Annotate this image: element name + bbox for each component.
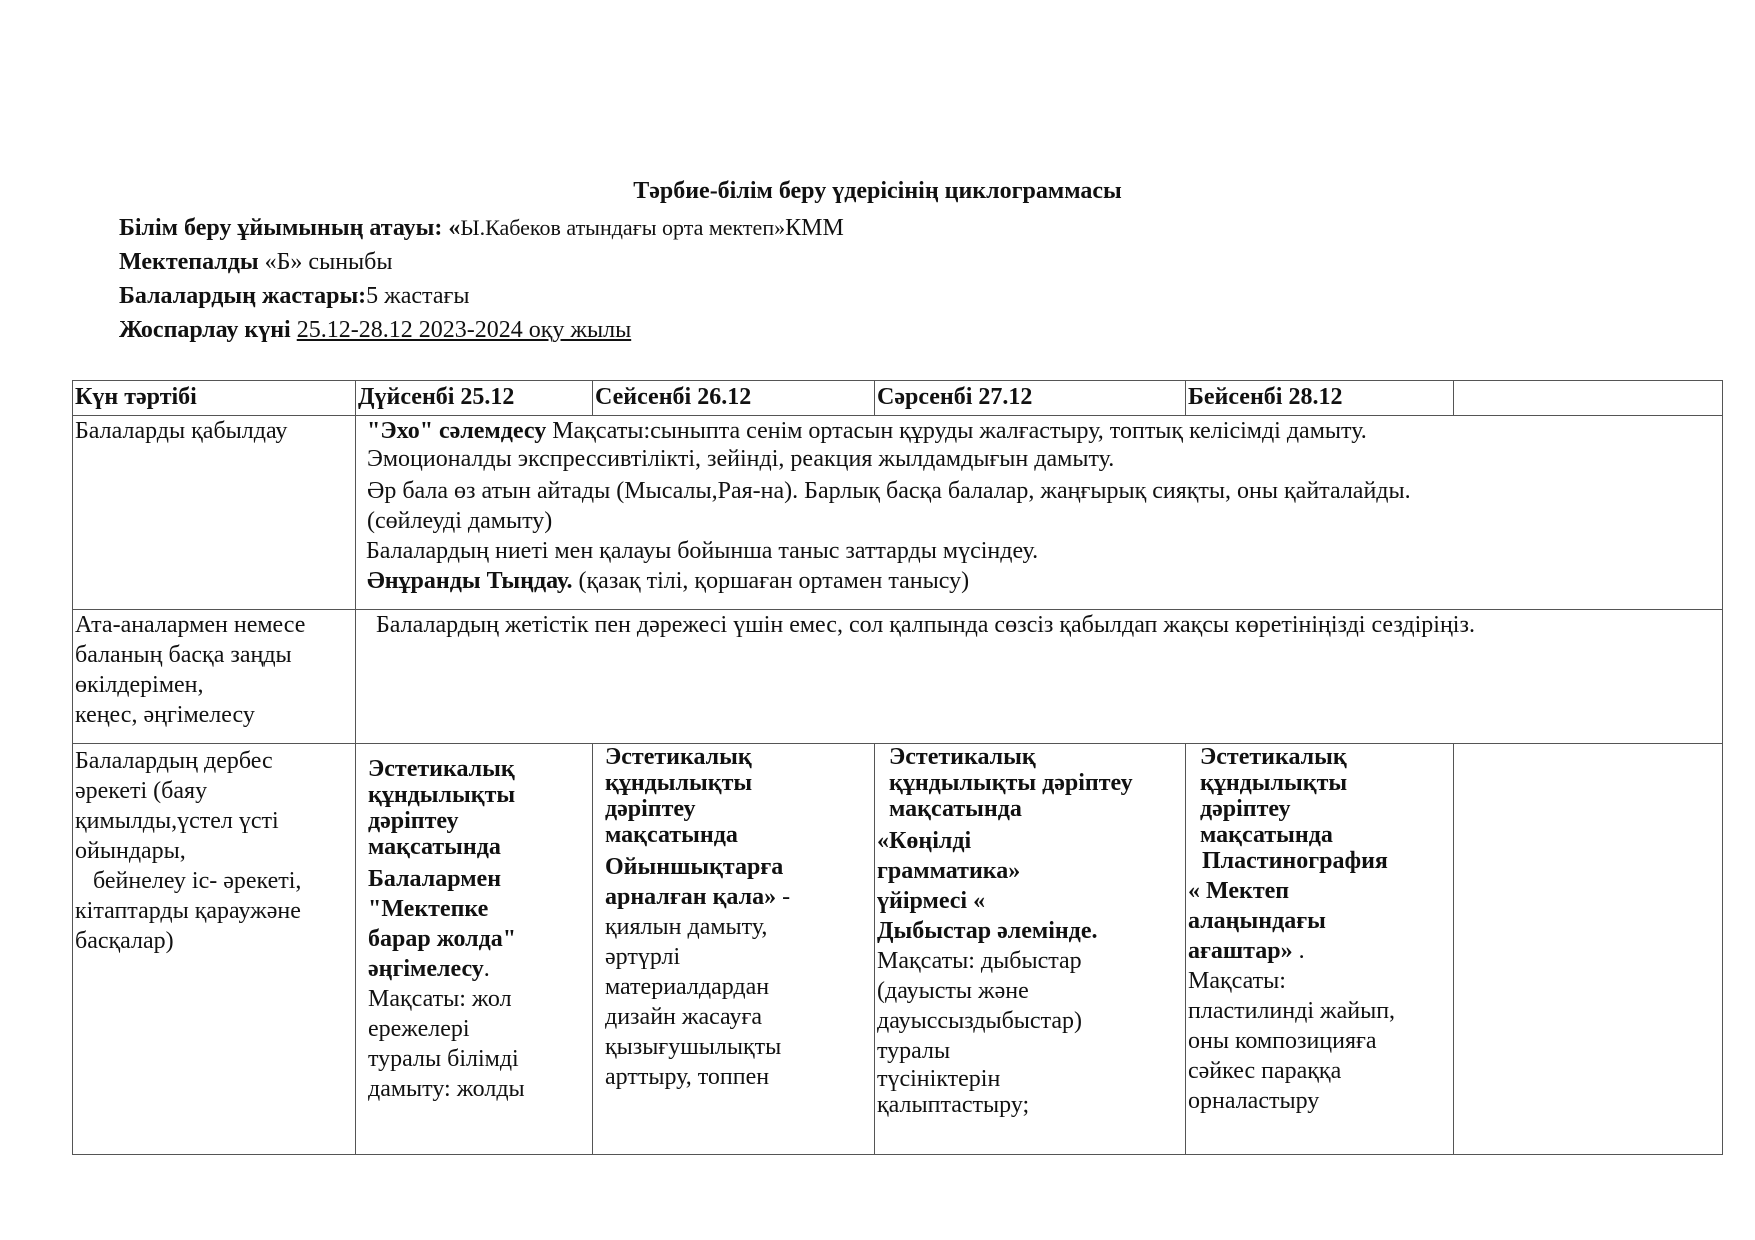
activity-text: қиялын дамыту, bbox=[605, 914, 768, 940]
activity-head: Эстетикалық bbox=[889, 744, 1036, 770]
org-label: Білім беру ұйымының атауы: « bbox=[119, 215, 461, 241]
age-line bbox=[119, 282, 469, 310]
group-line bbox=[119, 248, 393, 276]
label-line: әрекеті (баяу bbox=[75, 778, 208, 804]
activity-head: құндылықты дәріптеу bbox=[889, 770, 1133, 796]
activity-text: пластилинді жайып, bbox=[1188, 998, 1396, 1024]
parents-text: Балалардың жетістік пен дәрежесі үшін емес, сол қалпында сөзсіз қабылдап жақсы көретініңізді сездіріңіз. bbox=[358, 612, 1475, 638]
activity-title: Балалармен bbox=[368, 866, 502, 892]
activity-head: Эстетикалық bbox=[368, 756, 515, 782]
activity-text: әртүрлі bbox=[605, 944, 681, 970]
table-row bbox=[73, 744, 1723, 1155]
activity-head: құндылықты bbox=[1200, 770, 1348, 796]
activity-text: туралы білімді bbox=[368, 1046, 519, 1072]
label-line: ойындары, bbox=[75, 838, 186, 864]
reception-content bbox=[356, 416, 1723, 610]
activity-title: барар жолда" bbox=[368, 926, 517, 952]
header-cell: Сәрсенбі 27.12 bbox=[875, 381, 1186, 416]
activity-title: арналған қала» bbox=[605, 884, 777, 910]
activity-head: дәріптеу bbox=[605, 796, 696, 822]
activity-title: «Көңілді bbox=[877, 828, 972, 854]
activity-text: дауыссыздыбыстар) bbox=[877, 1008, 1082, 1034]
thursday-activity bbox=[1186, 744, 1454, 1155]
activity-head: Эстетикалық bbox=[1200, 744, 1347, 770]
activity-title: "Мектепке bbox=[368, 896, 489, 922]
activity-text: түсініктерін bbox=[877, 1066, 1001, 1092]
group-value: «Б» сыныбы bbox=[258, 249, 393, 275]
activity-text: материалдардан bbox=[605, 974, 770, 1000]
anthem-note: (қазақ тілі, қоршаған ортамен танысу) bbox=[572, 568, 970, 594]
age-value: 5 жастағы bbox=[366, 283, 470, 309]
activity-head: Эстетикалық bbox=[605, 744, 752, 770]
activity-title: әңгімелесу bbox=[368, 956, 484, 982]
activity-text: Мақсаты: дыбыстар bbox=[877, 948, 1082, 974]
activity-head: құндылықты bbox=[368, 782, 516, 808]
activity-head: мақсатында bbox=[605, 822, 738, 848]
age-label: Балалардың жастары: bbox=[119, 283, 367, 309]
document-title: Тәрбие-білім беру үдерісінің циклограммасы bbox=[633, 178, 1122, 204]
activity-text: дизайн жасауға bbox=[605, 1004, 762, 1030]
date-line bbox=[119, 316, 631, 344]
reception-line: Эмоционалды экспрессивтілікті, зейінді, реакция жылдамдығын дамыту. bbox=[367, 446, 1115, 472]
label-line: қимылды,үстел үсті bbox=[75, 808, 279, 834]
reception-line: (сөйлеуді дамыту) bbox=[367, 508, 553, 534]
label-line: кітаптарды қараужәне bbox=[75, 898, 301, 924]
activity-title: « Мектеп bbox=[1188, 878, 1290, 904]
activity-text: туралы bbox=[877, 1038, 951, 1064]
activity-head: мақсатында bbox=[368, 834, 501, 860]
table-row bbox=[73, 610, 1723, 744]
activity-text: ережелері bbox=[368, 1016, 470, 1042]
org-value: Ы.Кабеков атындағы орта мектеп» bbox=[460, 215, 786, 240]
header-cell: Бейсенбі 28.12 bbox=[1186, 381, 1454, 416]
activity-text: (дауысты және bbox=[877, 978, 1029, 1004]
label-line: кеңес, әңгімелесу bbox=[75, 702, 255, 728]
activity-head: Пластинография bbox=[1196, 848, 1388, 874]
activity-title: грамматика» bbox=[877, 858, 1021, 884]
label-line: өкілдерімен, bbox=[75, 672, 204, 698]
activity-text: сәйкес параққа bbox=[1188, 1058, 1342, 1084]
parents-content bbox=[356, 610, 1723, 744]
anthem-title: Әнұранды Тыңдау. bbox=[367, 568, 573, 594]
org-line bbox=[119, 214, 844, 242]
activity-head: дәріптеу bbox=[1200, 796, 1291, 822]
monday-activity bbox=[356, 744, 593, 1155]
row-label: Балаларды қабылдау bbox=[73, 416, 356, 610]
activity-head: мақсатында bbox=[1200, 822, 1333, 848]
org-suffix: КММ bbox=[785, 215, 844, 241]
tuesday-activity bbox=[593, 744, 875, 1155]
date-label: Жоспарлау күні bbox=[119, 317, 291, 343]
punctuation: . bbox=[483, 956, 490, 982]
table-header-row bbox=[73, 381, 1723, 416]
punctuation: - bbox=[776, 884, 791, 910]
table-row bbox=[73, 416, 1723, 610]
reception-line: Балалардың ниеті мен қалауы бойынша таныс заттарды мүсіндеу. bbox=[366, 538, 1039, 564]
punctuation: . bbox=[1292, 938, 1305, 964]
date-value: 25.12-28.12 2023-2024 оқу жылы bbox=[296, 317, 632, 343]
activity-head: мақсатында bbox=[889, 796, 1022, 822]
activity-text: қызығушылықты bbox=[605, 1034, 782, 1060]
activity-text: арттыру, топпен bbox=[605, 1064, 770, 1090]
label-line: Балалардың дербес bbox=[75, 748, 273, 774]
activity-text: қалыптастыру; bbox=[877, 1092, 1030, 1118]
activity-title: Ойыншықтарға bbox=[605, 854, 784, 880]
group-label: Мектепалды bbox=[119, 249, 259, 275]
activity-head: дәріптеу bbox=[368, 808, 459, 834]
row-label bbox=[73, 610, 356, 744]
empty-cell bbox=[1454, 744, 1723, 1155]
header-cell bbox=[1454, 381, 1723, 416]
schedule-table bbox=[72, 380, 1723, 1155]
reception-line bbox=[358, 416, 1720, 446]
activity-title: ағаштар» bbox=[1188, 938, 1293, 964]
wednesday-activity bbox=[875, 744, 1186, 1155]
greeting-title: "Эхо" сәлемдесу bbox=[367, 418, 547, 444]
label-line: Ата-аналармен немесе bbox=[75, 612, 306, 638]
activity-text: Мақсаты: bbox=[1188, 968, 1286, 994]
activity-head: құндылықты bbox=[605, 770, 753, 796]
activity-text: Мақсаты: жол bbox=[368, 986, 512, 1012]
activity-title: үйірмесі « bbox=[877, 888, 986, 914]
row-label bbox=[73, 744, 356, 1155]
reception-line bbox=[358, 566, 1720, 596]
activity-text: орналастыру bbox=[1188, 1088, 1320, 1114]
header-cell: Күн тәртібі bbox=[73, 381, 356, 416]
label-line: баланың басқа заңды bbox=[75, 642, 292, 668]
greeting-goal: Мақсаты:сыныпта сенім ортасын құруды жалғастыру, топтық келісімді дамыту. bbox=[546, 418, 1367, 444]
activity-text: дамыту: жолды bbox=[368, 1076, 525, 1102]
header-cell: Сейсенбі 26.12 bbox=[593, 381, 875, 416]
activity-title: Дыбыстар әлемінде. bbox=[877, 918, 1098, 944]
label-line: бейнелеу іс- әрекеті, bbox=[75, 868, 302, 894]
activity-title: алаңындағы bbox=[1188, 908, 1326, 934]
activity-text: оны композицияға bbox=[1188, 1028, 1377, 1054]
header-cell: Дүйсенбі 25.12 bbox=[356, 381, 593, 416]
reception-line: Әр бала өз атын айтады (Мысалы,Рая-на). Барлық басқа балалар, жаңғырық сияқты, оны қайталайды. bbox=[367, 478, 1411, 504]
label-line: басқалар) bbox=[75, 928, 174, 954]
